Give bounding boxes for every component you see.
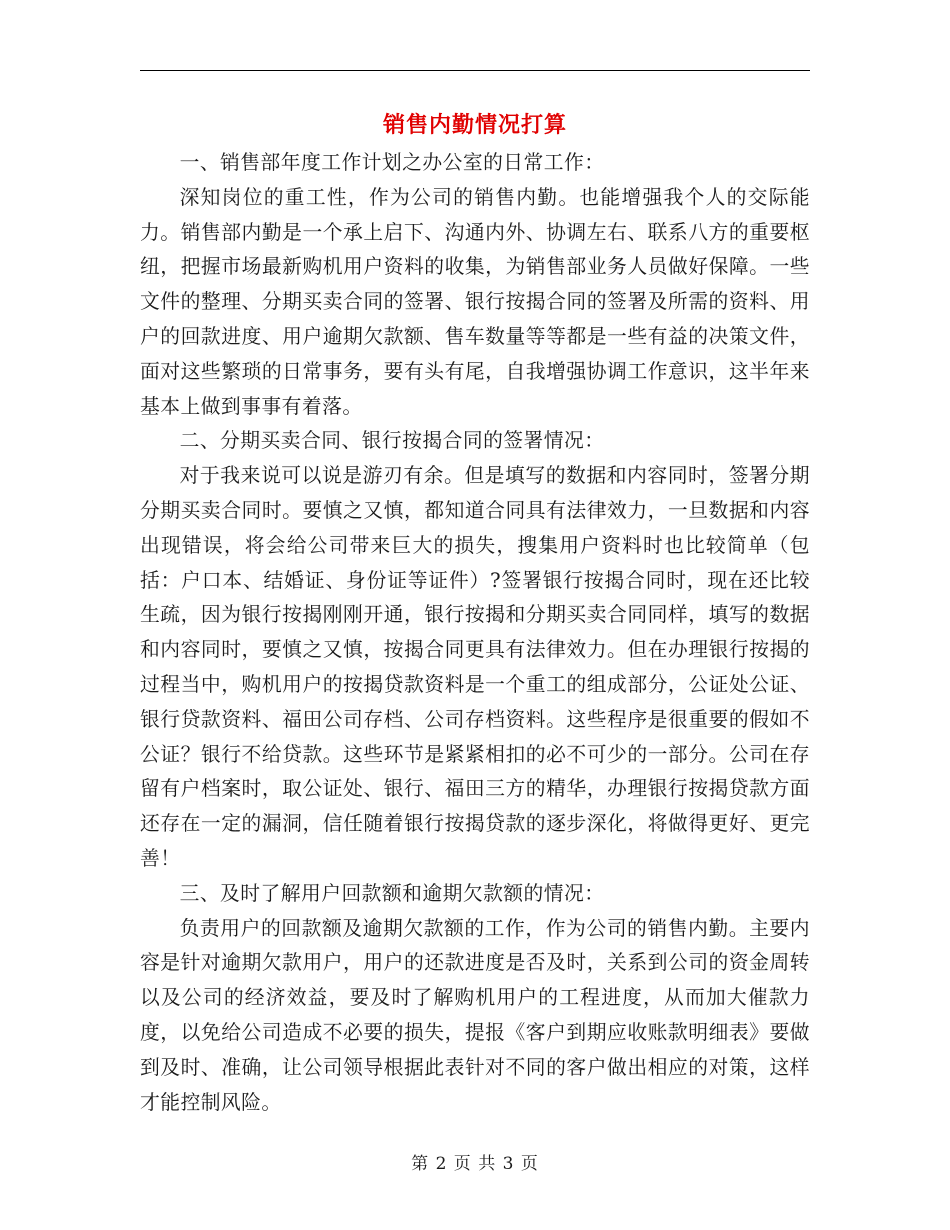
section-heading-2: 二、分期买卖合同、银行按揭合同的签署情况： — [179, 429, 605, 453]
body-paragraph-3: 负责用户的回款额及逾期欠款额的工作，作为公司的销售内勤。主要内容是针对逾期欠款用户，用户的还款进度是否及时，关系到公司的资金周转以及公司的经济效益，要及时了解购机用户的工程进度，从而加大催款力度，以免给公司造成不必要的损失，提报《客户到期应收账款明细表》要做到及时、准确，让公司领导根据此表针对不同的客户做出相应的对策，这样才能控制风险。 — [140, 916, 810, 1114]
page-number-footer: 第 2 页 共 3 页 — [411, 1154, 539, 1174]
document-title: 销售内勤情况打算 — [382, 112, 567, 138]
header-rule — [140, 70, 810, 71]
body-paragraph-2: 对于我来说可以说是游刃有余。但是填写的数据和内容同时，签署分期分期买卖合同时。要慎之又慎，都知道合同具有法律效力，一旦数据和内容出现错误，将会给公司带来巨大的损失，搜集用户资料时也比较简单（包括：户口本、结婚证、身份证等证件）?签署银行按揭合同时，现在还比较生疏，因为银行按揭刚刚开通，银行按揭和分期买卖合同同样，填写的数据和内容同时，要慎之又慎，按揭合同更具有法律效力。但在办理银行按揭的过程当中，购机用户的按揭贷款资料是一个重工的组成部分，公证处公证、银行贷款资料、福田公司存档、公司存档资料。这些程序是很重要的假如不公证？银行不给贷款。这些环节是紧紧相扣的必不可少的一部分。公司在存留有户档案时，取公证处、银行、福田三方的精华，办理银行按揭贷款方面还存在一定的漏洞，信任随着银行按揭贷款的逐步深化，将做得更好、更完善！ — [140, 464, 810, 870]
section-heading-1: 一、销售部年度工作计划之办公室的日常工作： — [179, 151, 605, 174]
section-heading-3: 三、及时了解用户回款额和逾期欠款额的情况： — [179, 881, 605, 905]
body-paragraph-1: 深知岗位的重工性，作为公司的销售内勤。也能增强我个人的交际能力。销售部内勤是一个承上启下、沟通内外、协调左右、联系八方的重要枢纽，把握市场最新购机用户资料的收集，为销售部业务人员做好保障。一些文件的整理、分期买卖合同的签署、银行按揭合同的签署及所需的资料、用户的回款进度、用户逾期欠款额、售车数量等等都是一些有益的决策文件，面对这些繁琐的日常事务，要有头有尾，自我增强协调工作意识，这半年来基本上做到事事有着落。 — [140, 185, 810, 418]
document-body — [140, 146, 810, 1120]
